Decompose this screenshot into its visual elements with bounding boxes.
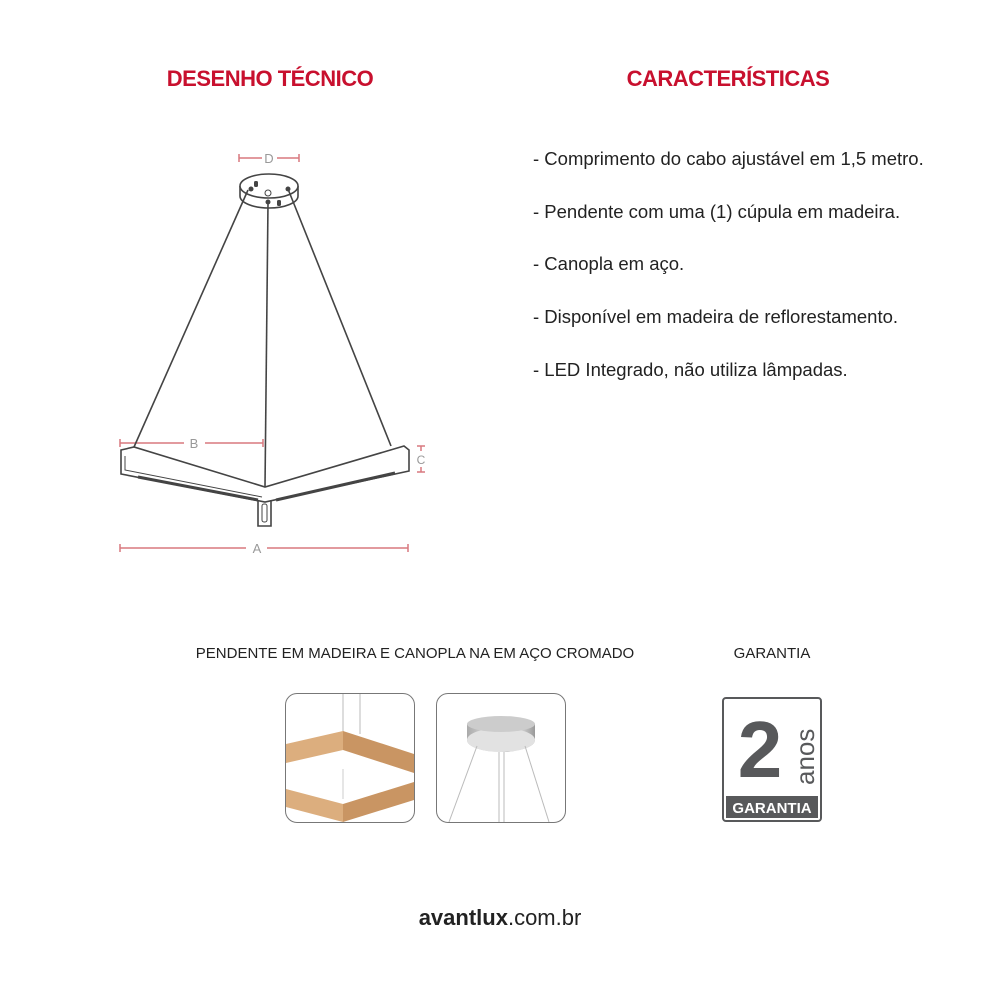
dimension-label-d: D [264,151,274,166]
footer-website [0,905,1000,931]
pendant-outline [121,174,409,526]
brand-name: avantlux [418,905,508,930]
dimension-lines [120,154,425,552]
features-heading: CARACTERÍSTICAS [626,66,830,91]
warranty-years: 2 [737,705,783,794]
domain-suffix: .com.br [507,905,582,930]
dimension-label-a: A [252,541,262,556]
dimension-label-b: B [189,436,199,451]
features-list [533,148,924,411]
dimension-label-c: C [416,453,426,467]
technical-drawing [0,0,520,580]
technical-drawing-heading: DESENHO TÉCNICO [166,66,374,91]
feature-item: - Disponível em madeira de reflorestamento. [533,306,899,328]
warranty-badge [722,697,822,822]
warranty-caption: GARANTIA [733,645,811,662]
chrome-canopy-photo [436,693,566,823]
feature-item: - Canopla em aço. [533,253,685,275]
warranty-label: GARANTIA [732,800,812,817]
feature-item: - LED Integrado, não utiliza lâmpadas. [533,358,848,380]
feature-item: - Comprimento do cabo ajustável em 1,5 metro. [533,148,924,169]
wood-frame-photo [285,693,415,823]
feature-item: - Pendente com uma (1) cúpula em madeira. [533,200,901,222]
warranty-unit: anos [790,728,820,785]
product-caption: PENDENTE EM MADEIRA E CANOPLA NA EM AÇO CROMADO [195,645,635,662]
